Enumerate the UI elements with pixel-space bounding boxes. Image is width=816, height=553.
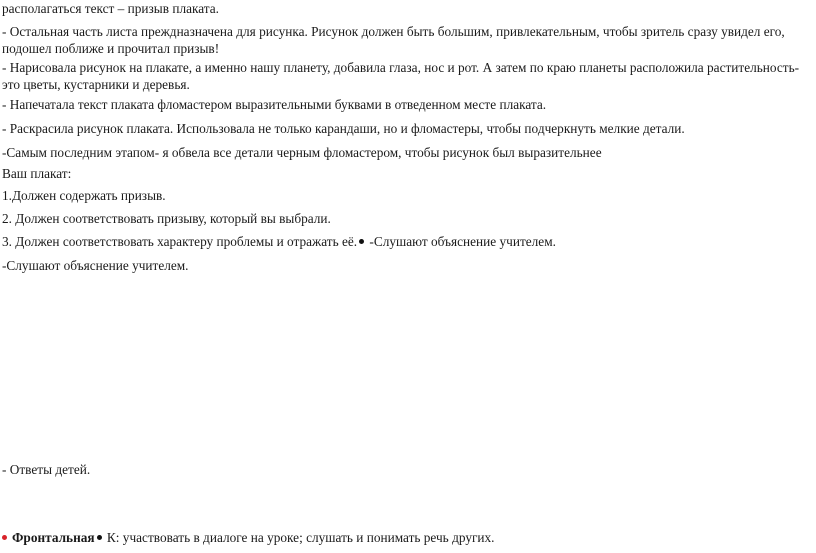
text-line-7: Ваш плакат: [2, 166, 72, 181]
text-line-5: - Раскрасила рисунок плаката. Использовала не только карандаши, но и фломастеры, чтобы подчеркнуть мелкие детали. [2, 121, 685, 136]
text-line-9: 2. Должен соответствовать призыву, который вы выбрали. [2, 211, 331, 226]
red-bullet-icon [2, 535, 7, 540]
text-line-2: - Остальная часть листа преждназначена для рисунка. Рисунок должен быть большим, привлекательным, чтобы зритель сразу увидел его, подошел поближе и прочитал призыв! [2, 24, 785, 56]
text-line-6: -Самым последним этапом- я обвела все детали черным фломастером, чтобы рисунок был выразительнее [2, 145, 602, 160]
footer-label: Фронтальная [12, 530, 95, 545]
text-line-1: располагаться текст – призыв плаката. [2, 1, 219, 16]
text-line-4: - Напечатала текст плаката фломастером выразительными буквами в отведенном месте плаката. [2, 97, 547, 112]
text-line-3: - Нарисовала рисунок на плакате, а именно нашу планету, добавила глаза, нос и рот. А затем по краю планеты расположила растительность-это цветы, кустарники и деревья. [2, 60, 800, 92]
text-line-8: 1.Должен содержать призыв. [2, 188, 166, 203]
bullet-icon [359, 239, 364, 244]
text-line-10: 3. Должен соответствовать характеру проблемы и отражать её. -Слушают объяснение учителем. [2, 234, 556, 249]
bullet-icon [97, 535, 102, 540]
text-line-11: -Слушают объяснение учителем. [2, 258, 189, 273]
text-line-12: - Ответы детей. [2, 462, 91, 477]
footer-text: К: участвовать в диалоге на уроке; слушать и понимать речь других. [106, 530, 495, 545]
footer-line [2, 529, 812, 546]
